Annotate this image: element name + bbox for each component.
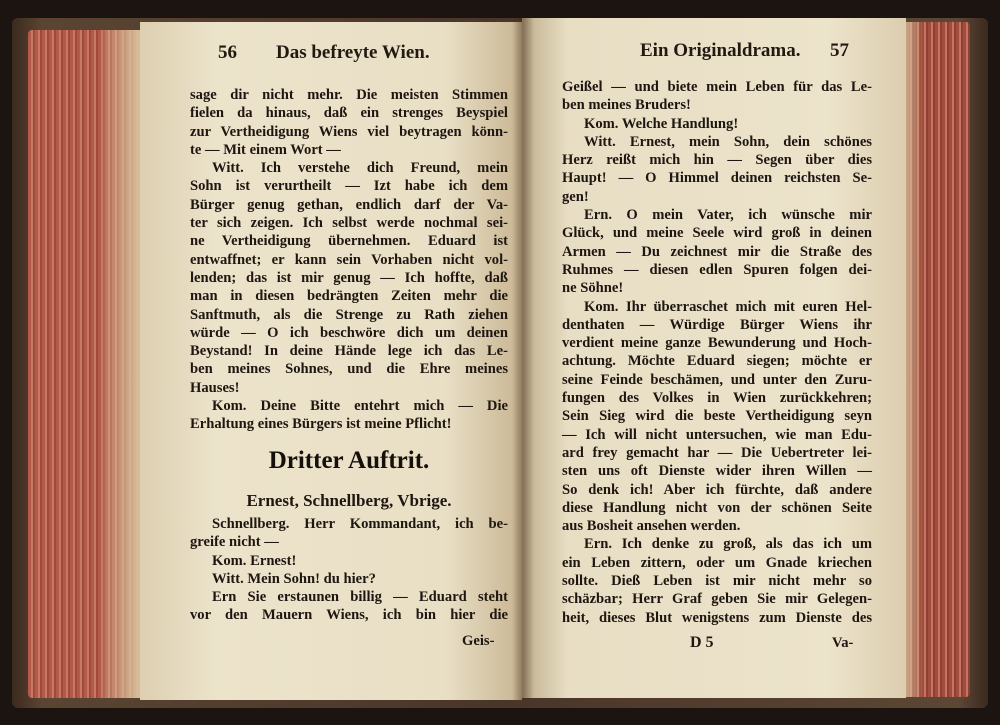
text-line: Ern Sie erstaunen billig — Eduard steht — [212, 589, 508, 606]
text-line: Sein Sieg wird die beste Vertheidigung seyn — [562, 408, 872, 425]
text-line: Herz reißt mich hin — Segen über dies — [562, 152, 872, 169]
left-text-bottom — [190, 515, 508, 625]
right-catchword: Va- — [832, 635, 854, 651]
scene-characters: Ernest, Schnellberg, Vbrige. — [246, 491, 452, 510]
book-gutter — [512, 18, 534, 700]
text-line: seine Feinde beschämen, und unter den Zuru- — [562, 371, 872, 388]
text-line: greife nicht — — [190, 534, 279, 551]
text-line: entwaffnet; er kann sein Vorhaben nicht vol- — [190, 251, 508, 268]
left-page-number: 56 — [218, 42, 237, 63]
text-line: Haupt! — O Himmel deinen reichsten Se- — [562, 170, 872, 187]
text-line: fielen da hinaus, daß ein strenges Beyspiel — [190, 105, 508, 122]
text-line: Kom. Ihr überraschet mich mit euren Hel- — [584, 298, 872, 315]
text-line: Ern. Ich denke zu groß, als das ich um — [584, 536, 872, 553]
text-line: Glück, und meine Seele wird groß in deinen — [562, 225, 872, 242]
text-line: — Ich will nicht untersuchen, wie man Edu- — [562, 426, 872, 443]
text-line: sage dir nicht mehr. Die meisten Stimmen — [190, 87, 508, 103]
text-line: So denk ich! Aber ich fürchte, daß andere — [562, 481, 872, 498]
text-line: schäzbar; Herr Graf geben Sie mir Gelegen- — [562, 591, 872, 608]
text-line: Bürger genug gethan, endlich darf der Va- — [190, 196, 508, 213]
text-line: verdient meine ganze Bewunderung und Hoch- — [562, 335, 872, 352]
text-line: man in diesen bedrängten Zeiten mehr die — [190, 288, 508, 305]
text-line: denthaten — Würdige Bürger Wiens ihr — [562, 316, 872, 333]
text-line: würde — O ich beschwöre dich um deinen — [190, 324, 508, 341]
text-line: te — Mit einem Wort — — [190, 141, 341, 158]
text-line: ter sich zeigen. Ich selbst werde nochmal sei- — [190, 215, 508, 232]
text-line: zur Vertheidigung Wiens viel beytragen könn- — [190, 123, 508, 140]
text-line: Ern. O mein Vater, ich wünsche mir — [584, 207, 872, 224]
text-line: gen! — [562, 188, 589, 205]
text-line: Witt. Ich verstehe dich Freund, mein — [212, 160, 508, 177]
page-edges-right — [900, 22, 970, 697]
text-line: sollte. Dieß Leben ist mir nicht mehr so — [562, 573, 872, 590]
text-line: achtung. Möchte Eduard siegen; möchte er — [562, 353, 872, 370]
text-line: Sanftmuth, als die Strenge zu Rath ziehen — [190, 306, 508, 323]
text-line: Geißel — und biete mein Leben für das Le- — [562, 79, 872, 95]
text-line: ne Söhne! — [562, 280, 624, 297]
text-line: heit, dieses Blut wenigstens zum Dienste des — [562, 609, 872, 626]
text-line: Beystand! In deine Hände lege ich das Le- — [190, 343, 508, 360]
text-line: Kom. Ernest! — [212, 552, 297, 569]
text-line: Sohn ist verurtheilt — Izt habe ich dem — [190, 178, 508, 195]
text-line: Ruhmes — diesen edlen Spuren folgen dei- — [562, 261, 872, 278]
left-catchword: Geis- — [462, 633, 495, 649]
text-line: ben meines Sohnes, und die Ehre meines — [190, 361, 508, 378]
text-line: Schnellberg. Herr Kommandant, ich be- — [212, 516, 508, 532]
text-line: Hauses! — [190, 379, 240, 396]
right-running-head: Ein Originaldrama. — [640, 40, 801, 61]
right-page-number: 57 — [830, 40, 849, 61]
text-line: lenden; das ist mir genug — Ich hoffte, daß — [190, 269, 508, 286]
text-line: Witt. Ernest, mein Sohn, dein schönes — [584, 133, 872, 150]
page-signature: D 5 — [690, 634, 714, 651]
text-line: ben meines Bruders! — [562, 97, 691, 114]
text-line: Kom. Deine Bitte entehrt mich — Die — [212, 398, 508, 415]
text-line: aus Bosheit ansehen werden. — [562, 518, 741, 535]
text-line: sten uns oft Dienste wider ihren Willen — — [562, 463, 872, 480]
left-running-head: Das befreyte Wien. — [276, 42, 430, 63]
text-line: Erhaltung eines Bürgers ist meine Pflicht! — [190, 416, 452, 433]
text-line: diese Handlung nicht von der schönen Seite — [562, 499, 872, 516]
right-text — [562, 78, 872, 627]
left-text-top — [190, 86, 508, 434]
page-edges-left — [28, 30, 143, 698]
text-line: ard frey gemacht har — Die Uebertreter lei- — [562, 444, 872, 461]
text-line: Armen — Du zeichnest mir die Straße des — [562, 243, 872, 260]
text-line: ein Leben zittern, oder um Gnade kriechen — [562, 554, 872, 571]
text-line: fungen des Volkes in Wien zurückkehren; — [562, 390, 872, 407]
scene-heading: Dritter Auftrit. — [268, 447, 430, 474]
text-line: Witt. Mein Sohn! du hier? — [212, 570, 376, 587]
text-line: ne Vertheidigung übernehmen. Eduard ist — [190, 233, 508, 250]
text-line: Kom. Welche Handlung! — [584, 115, 739, 132]
text-line: vor den Mauern Wiens, ich bin hier die — [190, 607, 508, 624]
